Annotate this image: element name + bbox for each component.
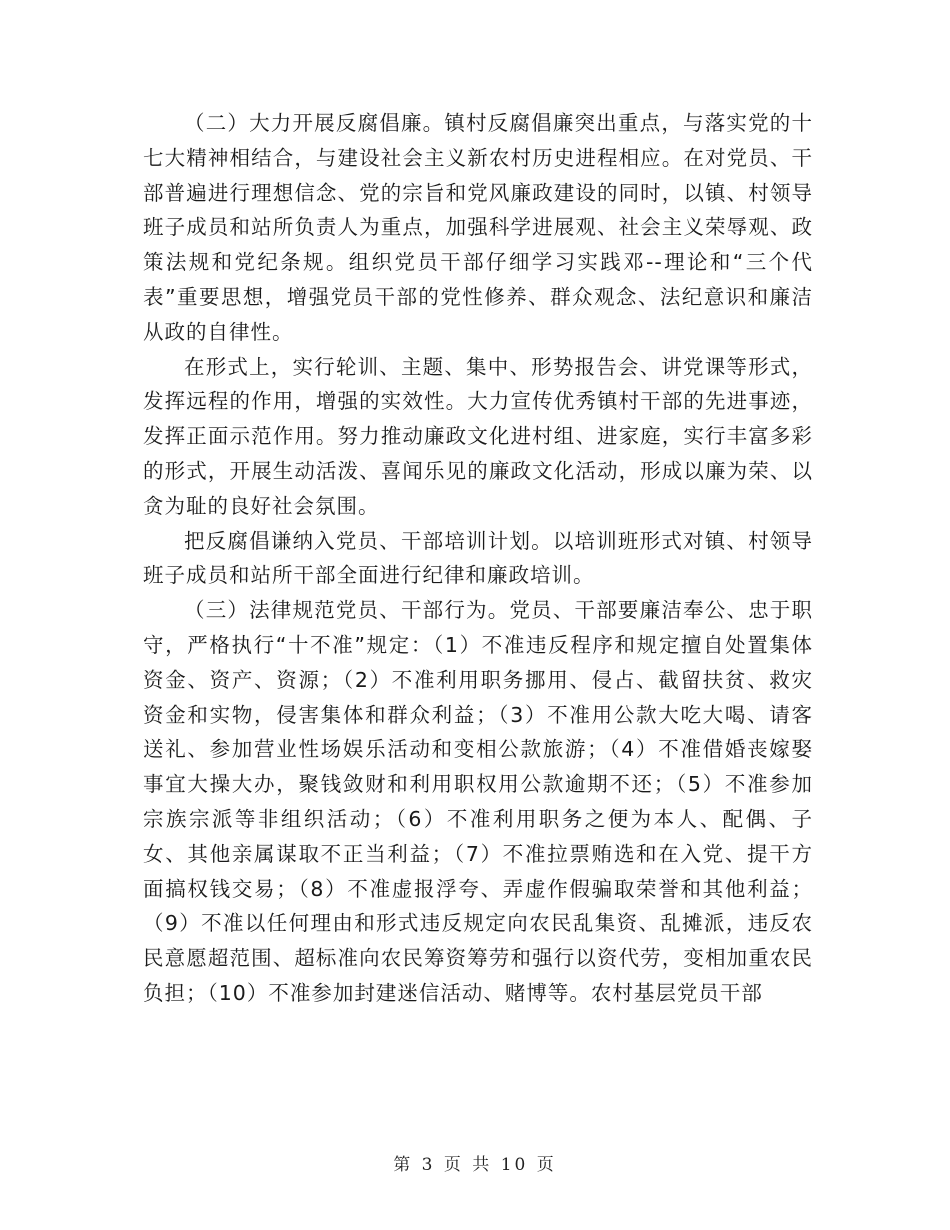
paragraph-forms: 在形式上，实行轮训、主题、集中、形势报告会、讲党课等形式，发挥远程的作用，增强的实效性。大力宣传优秀镇村干部的先进事迹，发挥正面示范作用。努力推动廉政文化进村组、进家庭，实行丰富多彩的形式，开展生动活泼、喜闻乐见的廉政文化活动，形成以廉为荣、以贪为耻的良好社会氛围。: [143, 354, 813, 518]
paragraph-ten-prohibitions: （三）法律规范党员、干部行为。党员、干部要廉洁奉公、忠于职守，严格执行“十不准”规定：（1）不准违反程序和规定擅自处置集体资金、资产、资源；（2）不准利用职务挪用、侵占、截留扶贫、救灾资金和实物，侵害集体和群众利益；（3）不准用公款大吃大喝、请客送礼、参加营业性场娱乐活动和变相公款旅游；（4）不准借婚丧嫁娶事宜大操大办，聚钱敛财和利用职权用公款逾期不还；（5）不准参加宗族宗派等非组织活动；（6）不准利用职务之便为本人、配偶、子女、其他亲属谋取不正当利益；（7）不准拉票贿选和在入党、提干方面搞权钱交易；（8）不准虚报浮夸、弄虚作假骗取荣誉和其他利益；（9）不准以任何理由和形式违反规定向农民乱集资、乱摊派，违反农民意愿超范围、超标准向农民筹资筹劳和强行以资代劳，变相加重农民负担；（10）不准参加封建迷信活动、赌博等。农村基层党员干部: [143, 598, 813, 1005]
page-footer: 第 3 页 共 10 页: [393, 1155, 557, 1175]
paragraph-anti-corruption: （二）大力开展反腐倡廉。镇村反腐倡廉突出重点，与落实党的十七大精神相结合，与建设社会主义新农村历史进程相应。在对党员、干部普遍进行理想信念、党的宗旨和党风廉政建设的同时，以镇、村领导班子成员和站所负责人为重点，加强科学进展观、社会主义荣辱观、政策法规和党纪条规。组织党员干部仔细学习实践邓--理论和“三个代表”重要思想，增强党员干部的党性修养、群众观念、法纪意识和廉洁从政的自律性。: [143, 111, 813, 344]
document-body: [143, 106, 813, 1011]
paragraph-training-plan: 把反腐倡谦纳入党员、干部培训计划。以培训班形式对镇、村领导班子成员和站所干部全面进行纪律和廉政培训。: [143, 528, 813, 588]
